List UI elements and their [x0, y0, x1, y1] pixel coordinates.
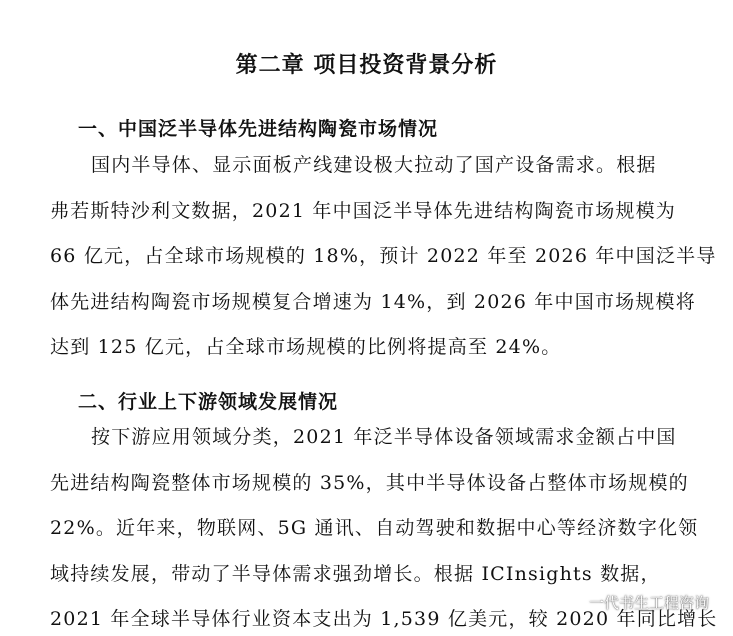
- paragraph-line: 先进结构陶瓷整体市场规模的 35%，其中半导体设备占整体市场规模的: [50, 471, 689, 494]
- watermark-text: 一代书生工程咨询: [588, 593, 709, 612]
- paragraph-line: 弗若斯特沙利文数据，2021 年中国泛半导体先进结构陶瓷市场规模为: [50, 199, 676, 222]
- paragraph-line: 达到 125 亿元，占全球市场规模的比例将提高至 24%。: [50, 336, 562, 358]
- paragraph-line: 体先进结构陶瓷市场规模复合增速为 14%，到 2026 年中国市场规模将: [50, 290, 696, 313]
- wechat-icon: [557, 590, 581, 614]
- paragraph-line: 按下游应用领域分类，2021 年泛半导体设备领域需求金额占中国: [91, 426, 677, 448]
- paragraph-line: 2021 年全球半导体行业资本支出为 1,539 亿美元，较 2020 年同比增长: [50, 608, 718, 630]
- paragraph-line: 22%。近年来，物联网、5G 通讯、自动驾驶和数据中心等经济数字化领: [50, 517, 699, 539]
- paragraph-line: 国内半导体、显示面板产线建设极大拉动了国产设备需求。根据: [91, 154, 657, 176]
- paragraph-line: 域持续发展，带动了半导体需求强劲增长。根据 ICInsights 数据，: [50, 562, 661, 585]
- section-heading-1: 一、中国泛半导体先进结构陶瓷市场情况: [78, 118, 439, 140]
- chapter-title: 第二章 项目投资背景分析: [235, 52, 498, 78]
- section-heading-2: 二、行业上下游领域发展情况: [78, 391, 339, 413]
- section-paragraph-1: [50, 143, 717, 371]
- watermark: [557, 590, 709, 614]
- paragraph-line: 66 亿元，占全球市场规模的 18%，预计 2022 年至 2026 年中国泛半导: [50, 245, 717, 267]
